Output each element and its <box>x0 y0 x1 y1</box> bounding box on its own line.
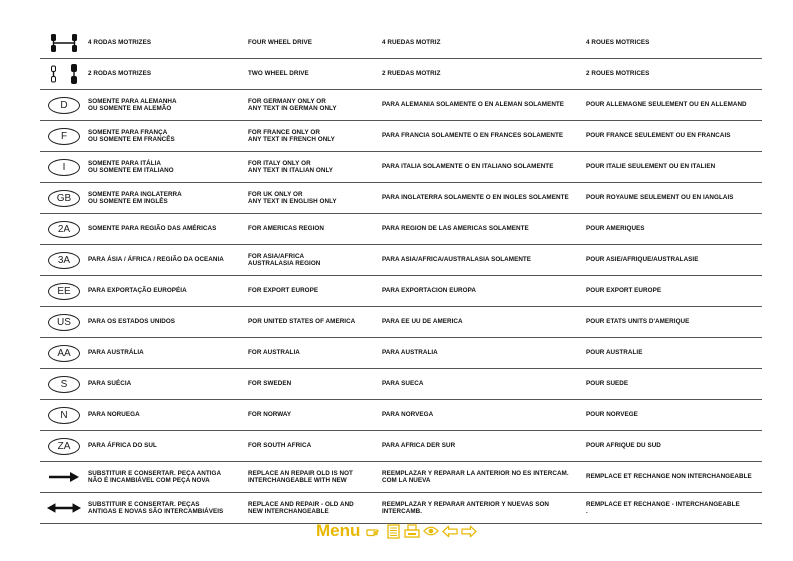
french-text: POUR ETATS UNITS D'AMERIQUE <box>586 318 690 326</box>
country-code-badge <box>46 90 82 120</box>
english-text: REPLACE AN REPAIR OLD IS NOT INTERCHANGEABLE WITH NEW <box>248 469 353 484</box>
arrow-left-icon[interactable] <box>442 523 458 539</box>
spanish-text: PARA INGLATERRA SOLAMENTE O EN INGLES SOLAMENTE <box>382 194 569 202</box>
legend-row <box>40 121 762 152</box>
country-code-badge <box>46 152 82 182</box>
english-text: POR UNITED STATES OF AMERICA <box>248 318 356 326</box>
document-icon[interactable] <box>385 523 401 539</box>
french-text: POUR EXPORT EUROPE <box>586 287 662 295</box>
portuguese-text: SOMENTE PARA INGLATERRA OU SOMENTE EM INGLÊS <box>88 190 182 205</box>
french-text: POUR SUEDE <box>586 380 629 388</box>
arrow-right-icon <box>46 462 82 492</box>
country-code-label: 2A <box>48 221 80 238</box>
country-code-badge <box>46 245 82 275</box>
printer-icon[interactable] <box>404 523 420 539</box>
legend-row <box>40 90 762 121</box>
country-code-label: I <box>48 159 80 176</box>
french-text: POUR NORVEGE <box>586 411 638 419</box>
footer-nav <box>316 520 477 542</box>
french-text: POUR ROYAUME SEULEMENT OU EN IANGLAIS <box>586 194 734 202</box>
country-code-badge <box>46 369 82 399</box>
english-text: FOR AMERICAS REGION <box>248 225 324 233</box>
french-text: 4 ROUES MOTRICES <box>586 39 650 47</box>
legend-row <box>40 214 762 245</box>
symbol-legend-table <box>40 28 762 524</box>
english-text: FOR ITALY ONLY OR ANY TEXT IN ITALIAN ONLY <box>248 159 334 174</box>
portuguese-text: PARA SUÉCIA <box>88 380 132 388</box>
legend-row <box>40 59 762 90</box>
english-text: TWO WHEEL DRIVE <box>248 70 309 78</box>
spanish-text: PARA NORVEGA <box>382 411 434 419</box>
spanish-text: PARA ALEMANIA SOLAMENTE O EN ALEMAN SOLAMENTE <box>382 101 565 109</box>
portuguese-text: PARA ÁSIA / ÁFRICA / REGIÃO DA OCEANIA <box>88 256 224 264</box>
legend-row <box>40 183 762 214</box>
spanish-text: PARA EXPORTACION EUROPA <box>382 287 476 295</box>
portuguese-text: SOMENTE PARA REGIÃO DAS AMÉRICAS <box>88 225 217 233</box>
english-text: FOR ASIA/AFRICA AUSTRALASIA REGION <box>248 252 321 267</box>
legend-row <box>40 400 762 431</box>
legend-row <box>40 338 762 369</box>
french-text: POUR ASIE/AFRIQUE/AUSTRALASIE <box>586 256 699 264</box>
country-code-label: N <box>48 407 80 424</box>
french-text: POUR AMERIQUES <box>586 225 645 233</box>
country-code-badge <box>46 338 82 368</box>
english-text: FOR UK ONLY OR ANY TEXT IN ENGLISH ONLY <box>248 190 337 205</box>
spanish-text: PARA ASIA/AFRICA/AUSTRALASIA SOLAMENTE <box>382 256 532 264</box>
country-code-badge <box>46 276 82 306</box>
english-text: FOUR WHEEL DRIVE <box>248 39 313 47</box>
legend-row <box>40 28 762 59</box>
french-text: POUR FRANCE SEULEMENT OU EN FRANCAIS <box>586 132 731 140</box>
portuguese-text: PARA OS ESTADOS UNIDOS <box>88 318 176 326</box>
pointing-hand-icon[interactable] <box>366 523 382 539</box>
menu-link[interactable]: Menu <box>316 521 361 540</box>
2wd-icon <box>46 59 82 89</box>
french-text: 2 ROUES MOTRICES <box>586 70 650 78</box>
english-text: REPLACE AND REPAIR - OLD AND NEW INTERCHANGEABLE <box>248 500 354 515</box>
english-text: FOR AUSTRALIA <box>248 349 300 357</box>
country-code-badge <box>46 307 82 337</box>
country-code-badge <box>46 121 82 151</box>
english-text: FOR SOUTH AFRICA <box>248 442 312 450</box>
country-code-badge <box>46 400 82 430</box>
legend-row <box>40 307 762 338</box>
4wd-icon <box>46 28 82 58</box>
french-text: POUR ITALIE SEULEMENT OU EN ITALIEN <box>586 163 716 171</box>
spanish-text: 2 RUEDAS MOTRIZ <box>382 70 441 78</box>
spanish-text: PARA AUSTRALIA <box>382 349 438 357</box>
portuguese-text: PARA ÁFRICA DO SUL <box>88 442 157 450</box>
french-text: REMPLACE ET RECHANGE - INTERCHANGEABLE . <box>586 500 740 515</box>
english-text: FOR FRANCE ONLY OR ANY TEXT IN FRENCH ONLY <box>248 128 335 143</box>
portuguese-text: SOMENTE PARA FRANÇA OU SOMENTE EM FRANCÊS <box>88 128 175 143</box>
portuguese-text: SUBSTITUIR E CONSERTAR. PEÇAS ANTIGAS E NOVAS SÃO INTERCAMBIÁVEIS <box>88 500 224 515</box>
spanish-text: REEMPLAZAR Y REPARAR LA ANTERIOR NO ES INTERCAM. COM LA NUEVA <box>382 469 569 484</box>
legend-row <box>40 431 762 462</box>
french-text: POUR AUSTRALIE <box>586 349 643 357</box>
french-text: REMPLACE ET RECHANGE NON INTERCHANGEABLE <box>586 473 752 481</box>
country-code-label: F <box>48 128 80 145</box>
spanish-text: 4 RUEDAS MOTRIZ <box>382 39 441 47</box>
arrow-both-icon <box>46 493 82 523</box>
country-code-label: AA <box>48 345 80 362</box>
legend-row <box>40 369 762 400</box>
portuguese-text: SOMENTE PARA ALEMANHA OU SOMENTE EM ALEMÃO <box>88 97 177 112</box>
spanish-text: PARA EE UU DE AMERICA <box>382 318 463 326</box>
portuguese-text: SOMENTE PARA ITÁLIA OU SOMENTE EM ITALIANO <box>88 159 174 174</box>
portuguese-text: PARA EXPORTAÇÃO EUROPÉIA <box>88 287 187 295</box>
country-code-badge <box>46 214 82 244</box>
country-code-label: ZA <box>48 438 80 455</box>
country-code-label: GB <box>48 190 80 207</box>
french-text: POUR AFRIQUE DU SUD <box>586 442 661 450</box>
english-text: FOR GERMANY ONLY OR ANY TEXT IN GERMAN ONLY <box>248 97 337 112</box>
portuguese-text: PARA NORUEGA <box>88 411 140 419</box>
spanish-text: PARA FRANCIA SOLAMENTE O EN FRANCES SOLAMENTE <box>382 132 564 140</box>
legend-row <box>40 152 762 183</box>
legend-row <box>40 276 762 307</box>
arrow-right-icon[interactable] <box>461 523 477 539</box>
spanish-text: PARA ITALIA SOLAMENTE O EN ITALIANO SOLAMENTE <box>382 163 554 171</box>
country-code-badge <box>46 183 82 213</box>
english-text: FOR EXPORT EUROPE <box>248 287 319 295</box>
country-code-label: S <box>48 376 80 393</box>
country-code-badge <box>46 431 82 461</box>
english-text: FOR SWEDEN <box>248 380 292 388</box>
legend-row <box>40 245 762 276</box>
portuguese-text: SUBSTITUIR E CONSERTAR. PEÇA ANTIGA NÃO É INCAMBIÁVEL COM PEÇA NOVA <box>88 469 222 484</box>
country-code-label: EE <box>48 283 80 300</box>
english-text: FOR NORWAY <box>248 411 292 419</box>
eye-icon[interactable] <box>423 523 439 539</box>
portuguese-text: 2 RODAS MOTRIZES <box>88 70 152 78</box>
spanish-text: PARA SUECA <box>382 380 424 388</box>
french-text: POUR ALLEMAGNE SEULEMENT OU EN ALLEMAND <box>586 101 747 109</box>
country-code-label: D <box>48 97 80 114</box>
portuguese-text: PARA AUSTRÁLIA <box>88 349 144 357</box>
country-code-label: 3A <box>48 252 80 269</box>
country-code-label: US <box>48 314 80 331</box>
spanish-text: REEMPLAZAR Y REPARAR ANTERIOR Y NUEVAS SON INTERCAMB. <box>382 500 550 515</box>
legend-row <box>40 462 762 493</box>
spanish-text: PARA REGION DE LAS AMERICAS SOLAMENTE <box>382 225 529 233</box>
spanish-text: PARA AFRICA DER SUR <box>382 442 456 450</box>
portuguese-text: 4 RODAS MOTRIZES <box>88 39 152 47</box>
